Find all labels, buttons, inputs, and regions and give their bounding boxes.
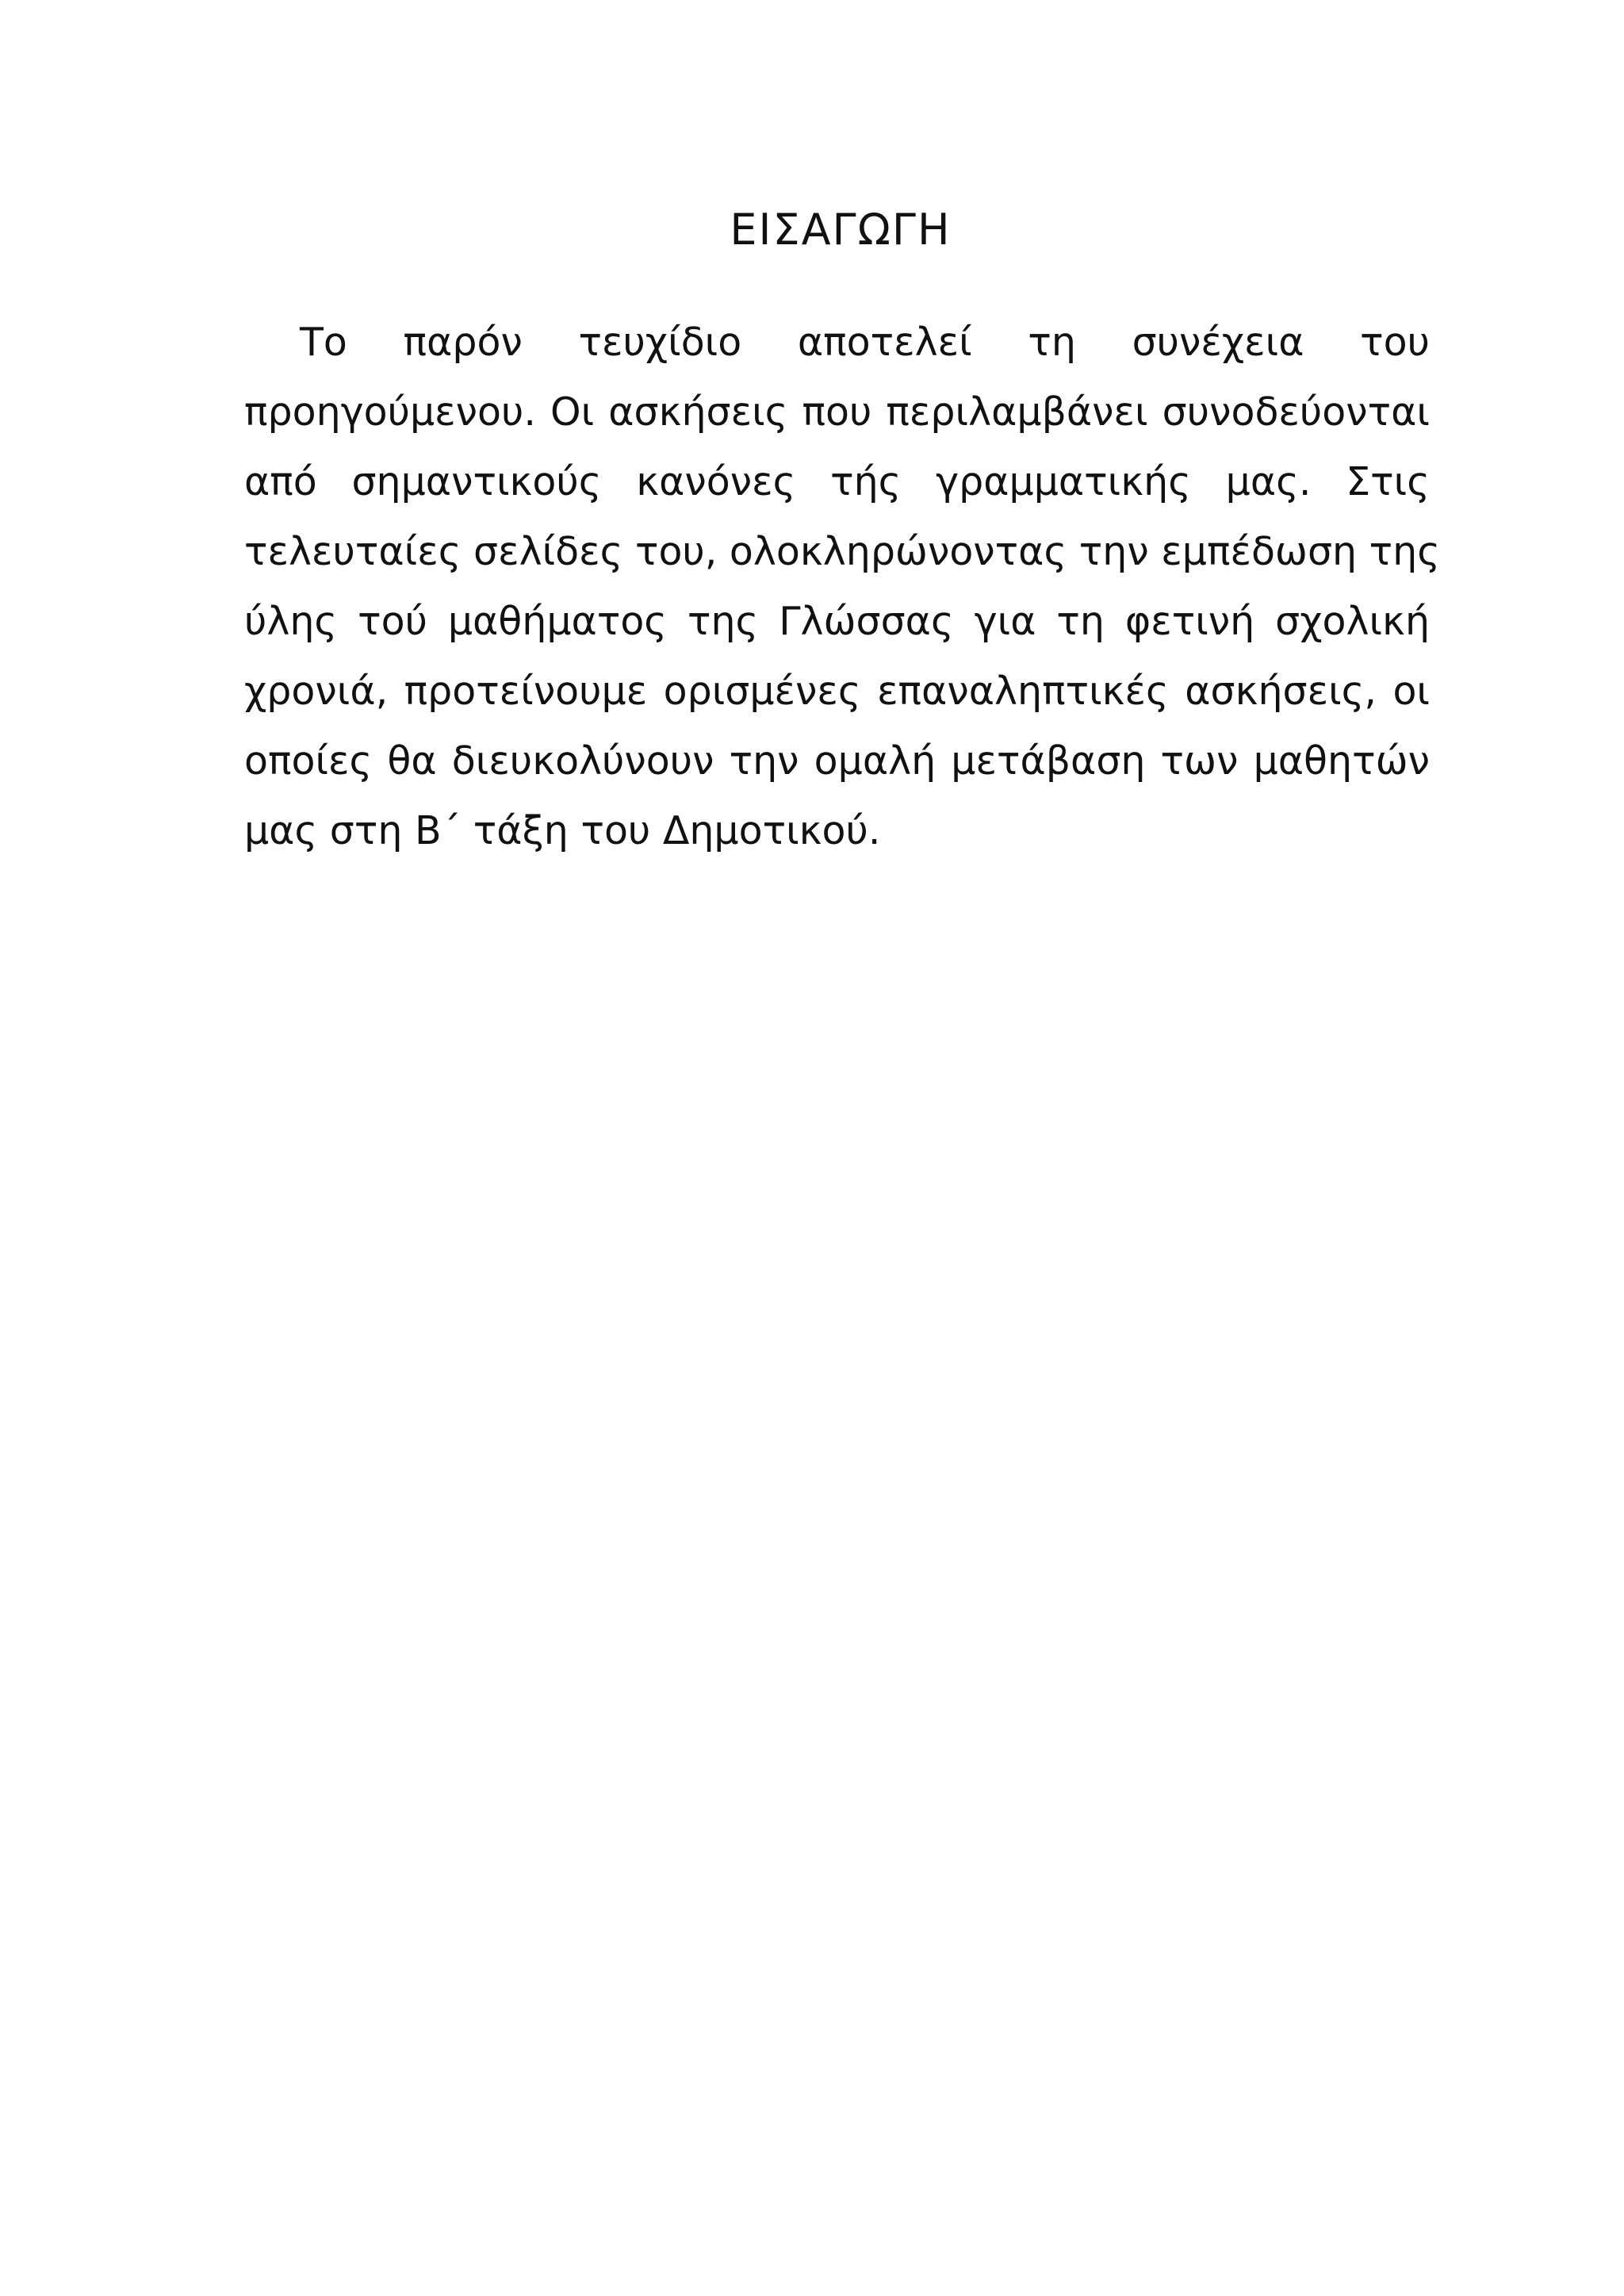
paragraph-line: από σημαντικούς κανόνες τής γραμματικής μας. Στις xyxy=(244,459,1430,504)
paragraph-line: μας στη Β΄ τάξη του Δημοτικού. xyxy=(244,808,881,853)
introduction-paragraph xyxy=(244,308,1440,866)
page-title: ΕΙΣΑΓΩΓΗ xyxy=(730,205,952,255)
paragraph-line: χρονιά, προτείνουμε ορισμένες επαναληπτικές ασκήσεις, οι xyxy=(244,669,1430,714)
paragraph-line: οποίες θα διευκολύνουν την ομαλή μετάβαση των μαθητών xyxy=(244,738,1430,784)
paragraph-line: Το παρόν τευχίδιο αποτελεί τη συνέχεια του xyxy=(300,320,1430,365)
paragraph-line: προηγούμενου. Οι ασκήσεις που περιλαμβάνει συνοδεύονται xyxy=(244,389,1430,435)
paragraph-line: τελευταίες σελίδες του, ολοκληρώνοντας την εμπέδωση της xyxy=(244,529,1440,574)
paragraph-line: ύλης τού μαθήματος της Γλώσσας για τη φετινή σχολική xyxy=(244,599,1430,644)
